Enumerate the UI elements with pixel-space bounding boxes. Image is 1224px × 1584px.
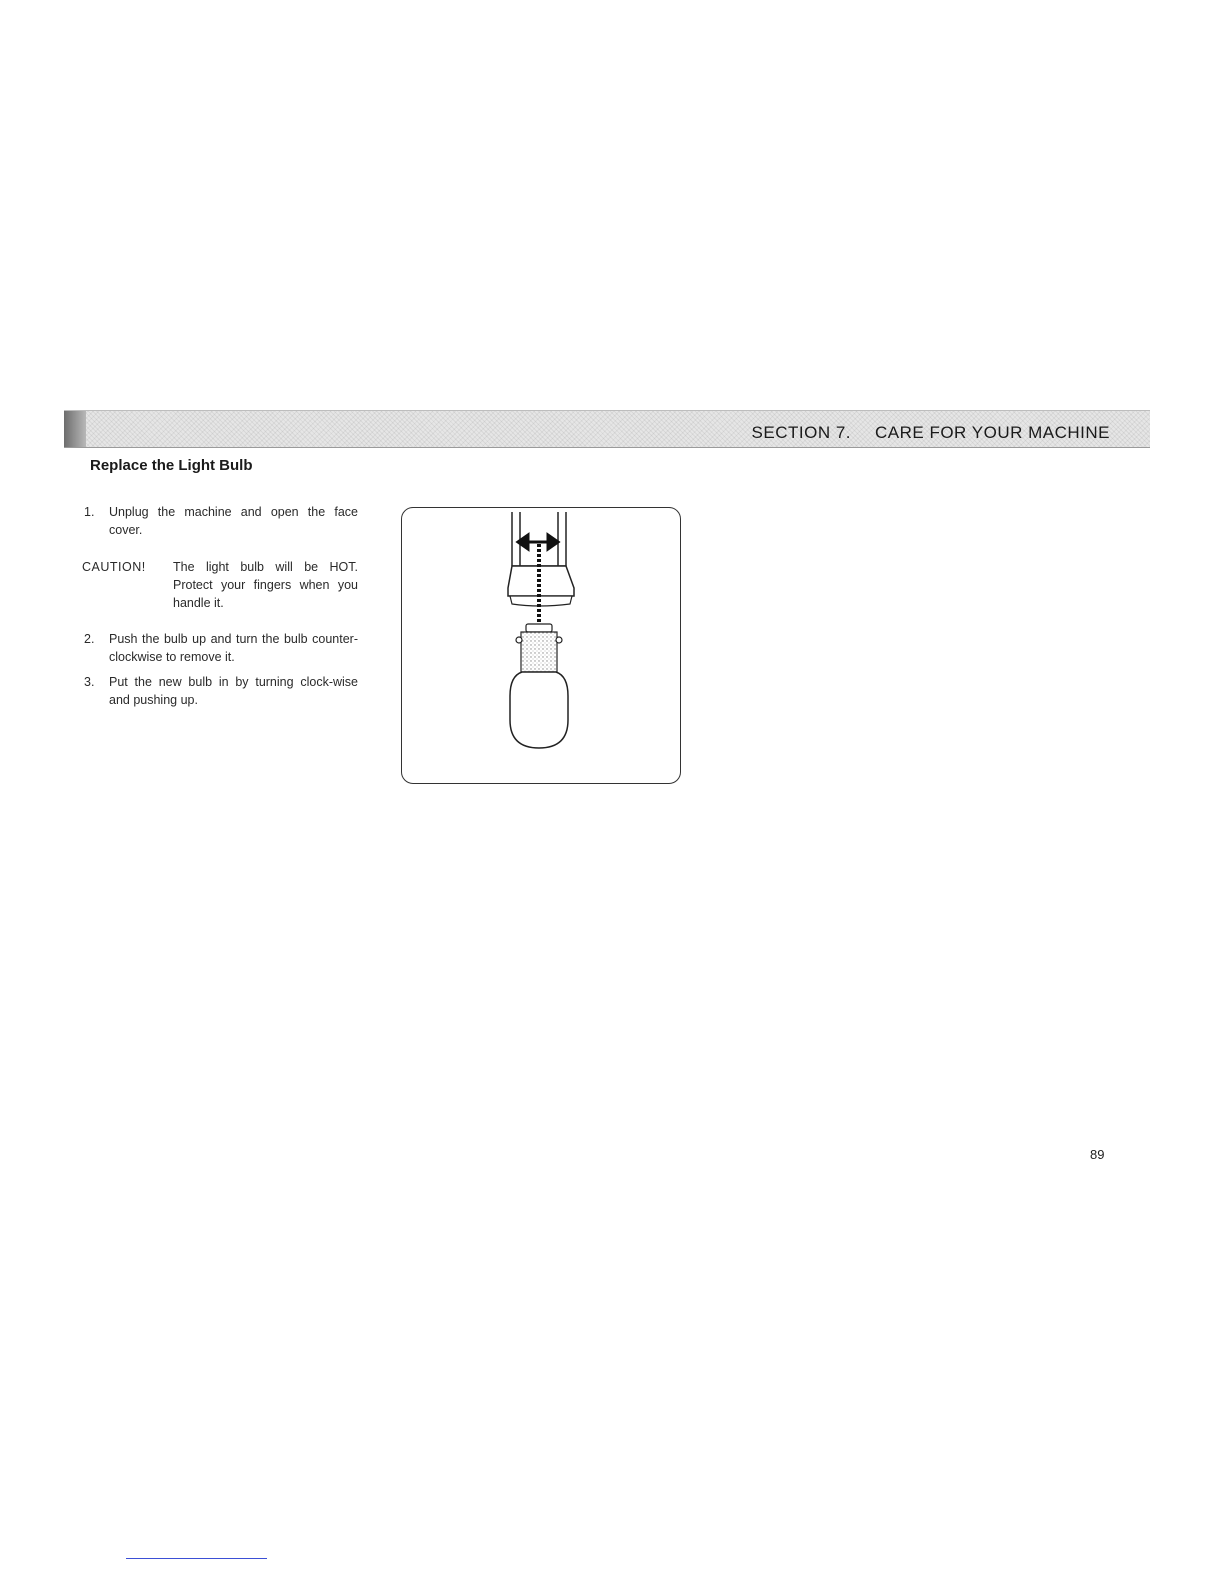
bulb-base — [521, 632, 557, 672]
step-number: 3. — [84, 675, 95, 689]
section-header-bar — [64, 410, 1150, 448]
caution-note — [82, 558, 358, 612]
caution-text: The light bulb will be HOT. Protect your fingers when you handle it. — [173, 560, 358, 610]
section-label: SECTION 7. — [751, 423, 851, 442]
light-bulb-replacement-icon — [402, 508, 680, 783]
caution-label: CAUTION! — [82, 560, 146, 574]
bulb-glass — [510, 672, 568, 748]
header-corner-block — [64, 411, 86, 447]
step-1 — [84, 503, 358, 539]
footer-rule — [126, 1558, 267, 1559]
page-heading: Replace the Light Bulb — [90, 457, 253, 474]
step-text: Put the new bulb in by turning clock-wise and pushing up. — [109, 675, 358, 707]
section-name: CARE FOR YOUR MACHINE — [875, 423, 1110, 442]
page-number: 89 — [1090, 1147, 1105, 1162]
step-3 — [84, 673, 358, 709]
step-text: Unplug the machine and open the face cover. — [109, 505, 358, 537]
step-number: 1. — [84, 505, 95, 519]
step-text: Push the bulb up and turn the bulb counter-clockwise to remove it. — [109, 632, 358, 664]
light-bulb-figure — [401, 507, 681, 784]
step-2 — [84, 630, 358, 666]
section-title — [752, 423, 1110, 443]
step-number: 2. — [84, 632, 95, 646]
